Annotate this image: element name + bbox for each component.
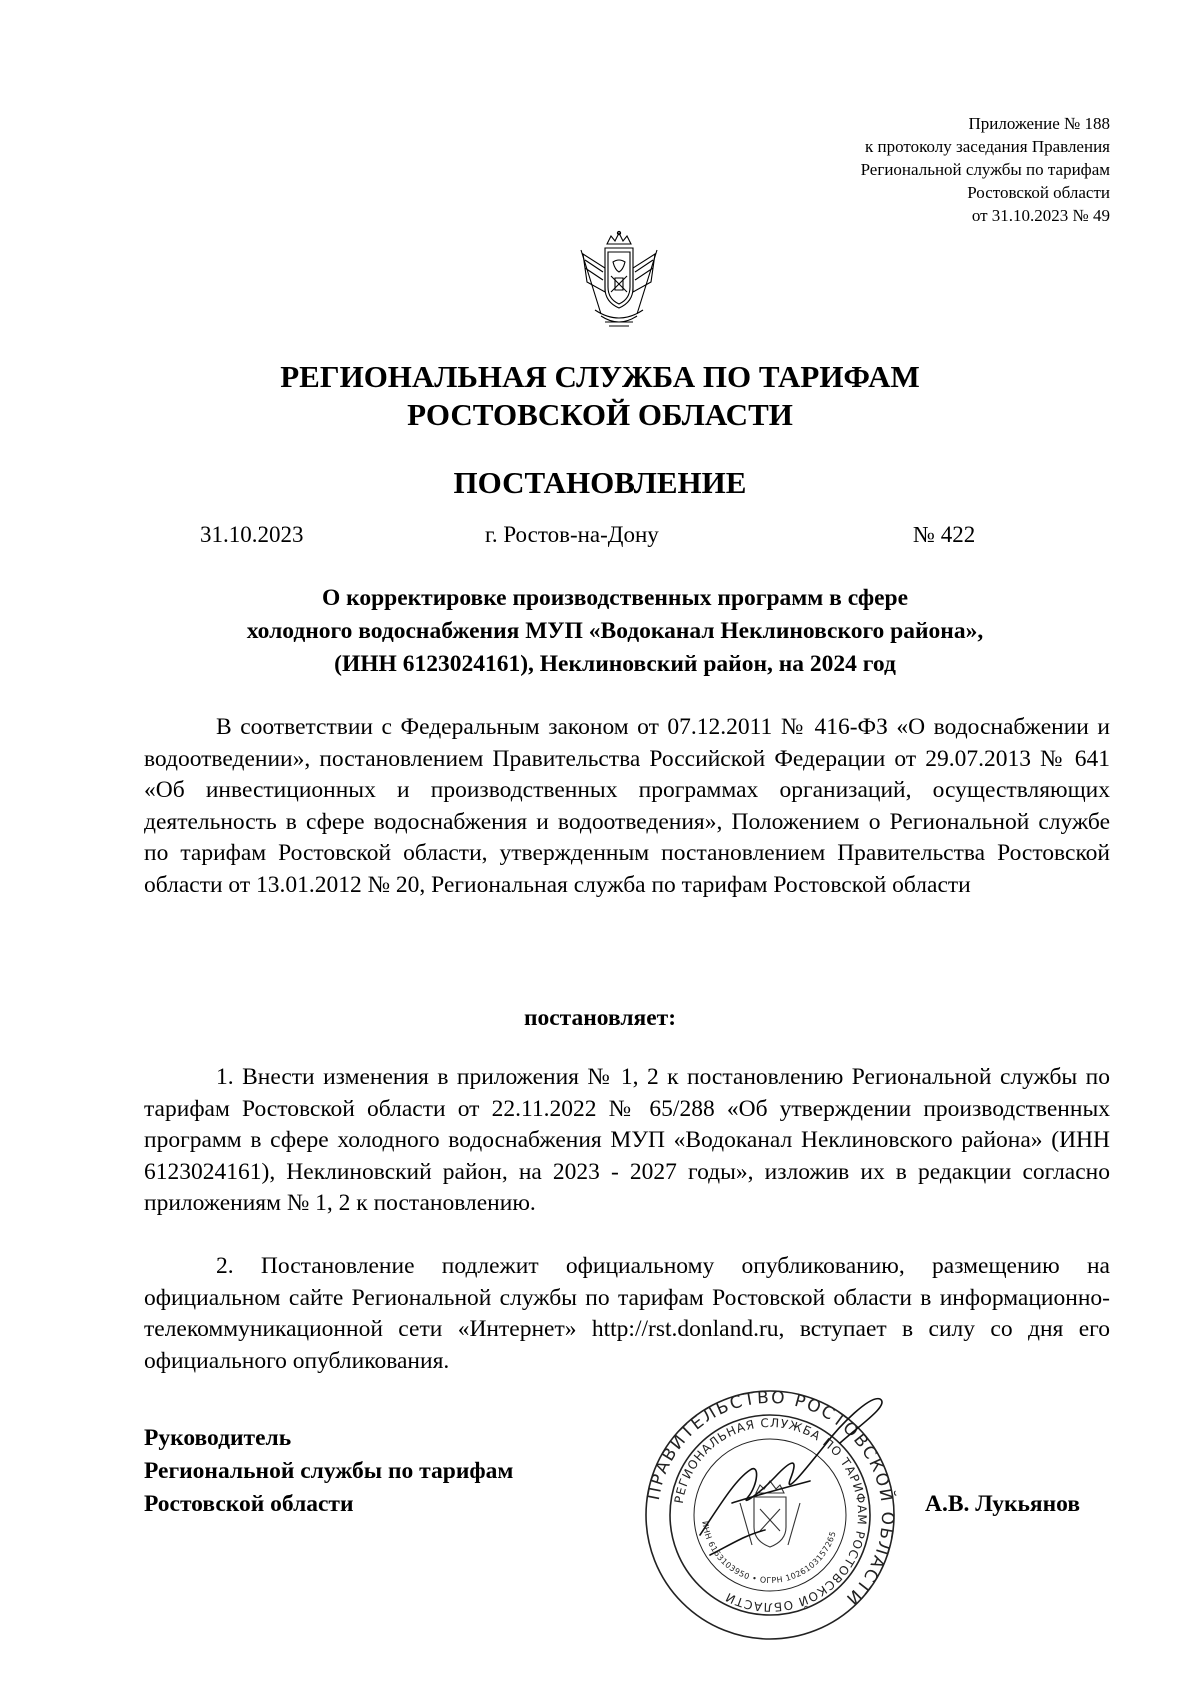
official-seal-stamp (640, 1385, 900, 1645)
document-subject (120, 582, 1110, 681)
organization-title (0, 358, 1200, 434)
coat-of-arms-icon (575, 230, 663, 330)
clause-1-paragraph: 1. Внести изменения в приложения № 1, 2 к постановлению Региональной службы по тарифам Ростовской области от 22.11.2022 № 65/288 «Об утверждении производственных программ в сфере холодного водоснабжения МУП «Водоканал Неклиновского района» (ИНН 6123024161), Неклиновский район, на 2023 - 2027 годы», изложив их в редакции согласно приложениям № 1, 2 к постановлению. (144, 1064, 1110, 1216)
subject-line: (ИНН 6123024161), Неклиновский район, на 2024 год (334, 651, 896, 677)
signer-title-line: Региональной службы по тарифам (144, 1458, 514, 1484)
organization-title-line: РЕГИОНАЛЬНАЯ СЛУЖБА ПО ТАРИФАМ (280, 359, 920, 394)
document-number: № 422 (913, 522, 976, 547)
appendix-line: Региональной службы по тарифам (860, 160, 1110, 179)
signer-title-line: Руководитель (144, 1425, 292, 1451)
signer-title-line: Ростовской области (144, 1491, 354, 1517)
seal-registration-text: ИНН 6163103950 • ОГРН 1026103157265 (700, 1520, 838, 1586)
appendix-line: к протоколу заседания Правления (865, 137, 1110, 156)
decree-heading: постановляет: (523, 1005, 677, 1031)
preamble-paragraph: В соответствии с Федеральным законом от 07.12.2011 № 416-ФЗ «О водоснабжении и водоотведении», постановлением Правительства Российской Федерации от 29.07.2013 № 641 «Об инвестиционных и производственных программах организаций, осуществляющих деятельность в сфере водоснабжения и водоотведения», Положением о Региональной службе по тарифам Ростовской области, утвержденным постановлением Правительства Ростовской области от 13.01.2012 № 20, Региональная служба по тарифам Ростовской области (144, 714, 1110, 898)
seal-emblem-icon (740, 1481, 800, 1547)
document-city: г. Ростов-на-Дону (485, 522, 659, 547)
appendix-line: Ростовской области (967, 183, 1110, 202)
document-date: 31.10.2023 (200, 522, 304, 547)
clause-2-paragraph: 2. Постановление подлежит официальному опубликованию, размещению на официальном сайте Региональной службы по тарифам Ростовской области в информационно-телекоммуникационной сети «Интернет» http://rst.donland.ru, вступает в силу со дня его официального опубликования. (144, 1253, 1110, 1374)
document-type: ПОСТАНОВЛЕНИЕ (453, 465, 747, 500)
subject-line: О корректировке производственных программ в сфере (321, 585, 909, 611)
svg-text:ИНН 6163103950 • ОГРН 10261031 (700, 1520, 838, 1585)
appendix-line: от 31.10.2023 № 49 (971, 206, 1110, 225)
seal-inner-text: РЕГИОНАЛЬНАЯ СЛУЖБА ПО ТАРИФАМ РОСТОВСКОЙ ОБЛАСТИ (671, 1415, 870, 1615)
seal-outer-text: ПРАВИТЕЛЬСТВО РОСТОВСКОЙ ОБЛАСТИ (643, 1387, 898, 1610)
appendix-reference (861, 112, 1110, 227)
organization-title-line: РОСТОВСКОЙ ОБЛАСТИ (407, 397, 793, 432)
signer-title (144, 1422, 513, 1521)
subject-line: холодного водоснабжения МУП «Водоканал Неклиновского района», (246, 618, 984, 644)
appendix-line: Приложение № 188 (968, 114, 1110, 133)
signer-name: А.В. Лукьянов (925, 1491, 1081, 1517)
